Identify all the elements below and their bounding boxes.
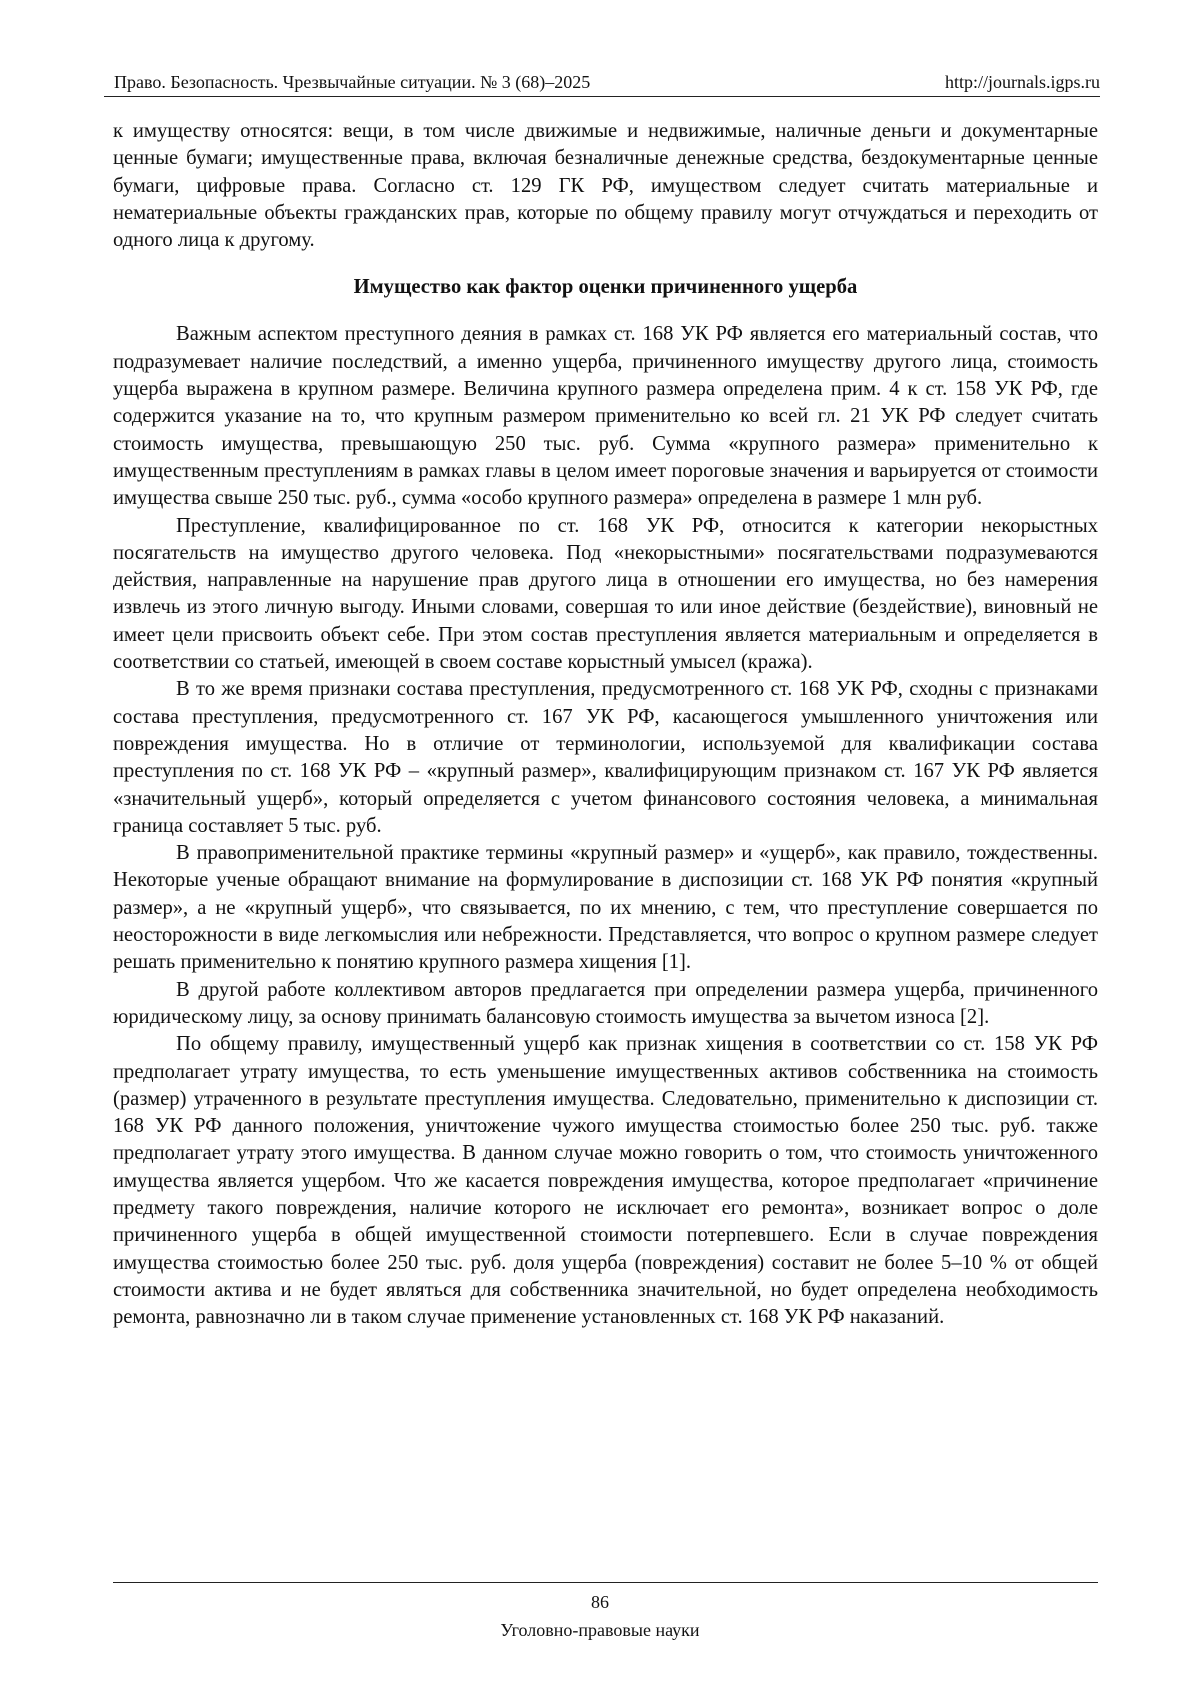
paragraph-5: В другой работе коллективом авторов предлагается при определении размера ущерба, причиненного юридическому лицу, за основу принимать балансовую стоимость имущества за вычетом износа [2]. [113,978,1098,1028]
footer-rule [113,1582,1098,1583]
paragraph-1: Важным аспектом преступного деяния в рамках ст. 168 УК РФ является его материальный состав, что подразумевает наличие последствий, а именно ущерба, причиненного имуществу другого лица, стоимость ущерба выражена в крупном размере. Величина крупного размера определена прим. 4 к ст. 158 УК РФ, где содержится указание на то, что крупным размером применительно ко всей гл. 21 УК РФ следует считать стоимость имущества, превышающую 250 тыс. руб. Сумма «крупного размера» применительно к имущественным преступлениям в рамках главы в целом имеет пороговые значения и варьируется от стоимости имущества свыше 250 тыс. руб., сумма «особо крупного размера» определена в размере 1 млн руб. [113,323,1098,510]
lead-paragraph: к имуществу относятся: вещи, в том числе движимые и недвижимые, наличные деньги и документарные ценные бумаги; имущественные права, включая безналичные денежные средства, бездокументарные ценные бумаги, цифровые права. Согласно ст. 129 ГК РФ, имуществом следует считать материальные и нематериальные объекты гражданских прав, которые по общему правилу могут отчуждаться и переходить от одного лица к другому. [113,120,1098,252]
footer-section-title: Уголовно-правовые науки [500,1620,700,1640]
article-body [113,118,1098,1331]
paragraph-3: В то же время признаки состава преступления, предусмотренного ст. 168 УК РФ, сходны с признаками состава преступления, предусмотренного ст. 167 УК РФ, касающегося умышленного уничтожения или повреждения имущества. Но в отличие от терминологии, используемой для квалификации состава преступления по ст. 168 УК РФ – «крупный размер», квалифицирующим признаком ст. 167 УК РФ является «значительный ущерб», который определяется с учетом финансового состояния человека, а минимальная граница составляет 5 тыс. руб. [113,678,1098,837]
header-rule [104,96,1100,97]
section-heading: Имущество как фактор оценки причиненного ущерба [353,276,858,299]
paragraph-4: В правоприменительной практике термины «крупный размер» и «ущерб», как правило, тождественны. Некоторые ученые обращают внимание на формулирование в диспозиции ст. 168 УК РФ понятия «крупный размер», а не «крупный ущерб», что связывается, по их мнению, с тем, что преступление совершается по неосторожности в виде легкомыслия или небрежности. Представляется, что вопрос о крупном размере следует решать применительно к понятию крупного размера хищения [1]. [113,842,1098,974]
page-number: 86 [591,1592,609,1612]
journal-title: Право. Безопасность. Чрезвычайные ситуации. № 3 (68)–2025 [114,72,591,92]
paragraph-2: Преступление, квалифицированное по ст. 168 УК РФ, относится к категории некорыстных посягательств на имущество другого человека. Под «некорыстными» посягательствами подразумеваются действия, направленные на нарушение прав другого лица в отношении его имущества, но без намерения извлечь из этого личную выгоду. Иными словами, совершая то или иное действие (бездействие), виновный не имеет цели присвоить объект себе. При этом состав преступления является материальным и определяется в соответствии со статьей, имеющей в своем составе корыстный умысел (кража). [113,514,1098,674]
paragraph-6: По общему правилу, имущественный ущерб как признак хищения в соответствии со ст. 158 УК РФ предполагает утрату имущества, то есть уменьшение имущественных активов собственника на стоимость (размер) утраченного в результате преступления имущества. Следовательно, применительно к диспозиции ст. 168 УК РФ данного положения, уничтожение чужого имущества стоимостью более 250 тыс. руб. также предполагает утрату этого имущества. В данном случае можно говорить о том, что стоимость уничтоженного имущества является ущербом. Что же касается повреждения имущества, которое предполагает «причинение предмету такого повреждения, наличие которого не исключает его ремонта», возникает вопрос о доле причиненного ущерба в общей имущественной стоимости потерпевшего. Если в случае повреждения имущества стоимостью более 250 тыс. руб. доля ущерба (повреждения) составит не более 5–10 % от общей стоимости актива и не будет являться для собственника значительной, но будет определена необходимость ремонта, равнозначно ли в таком случае применение установленных ст. 168 УК РФ наказаний. [113,1033,1098,1329]
journal-url[interactable]: http://journals.igps.ru [945,72,1100,92]
running-header [104,70,1100,94]
